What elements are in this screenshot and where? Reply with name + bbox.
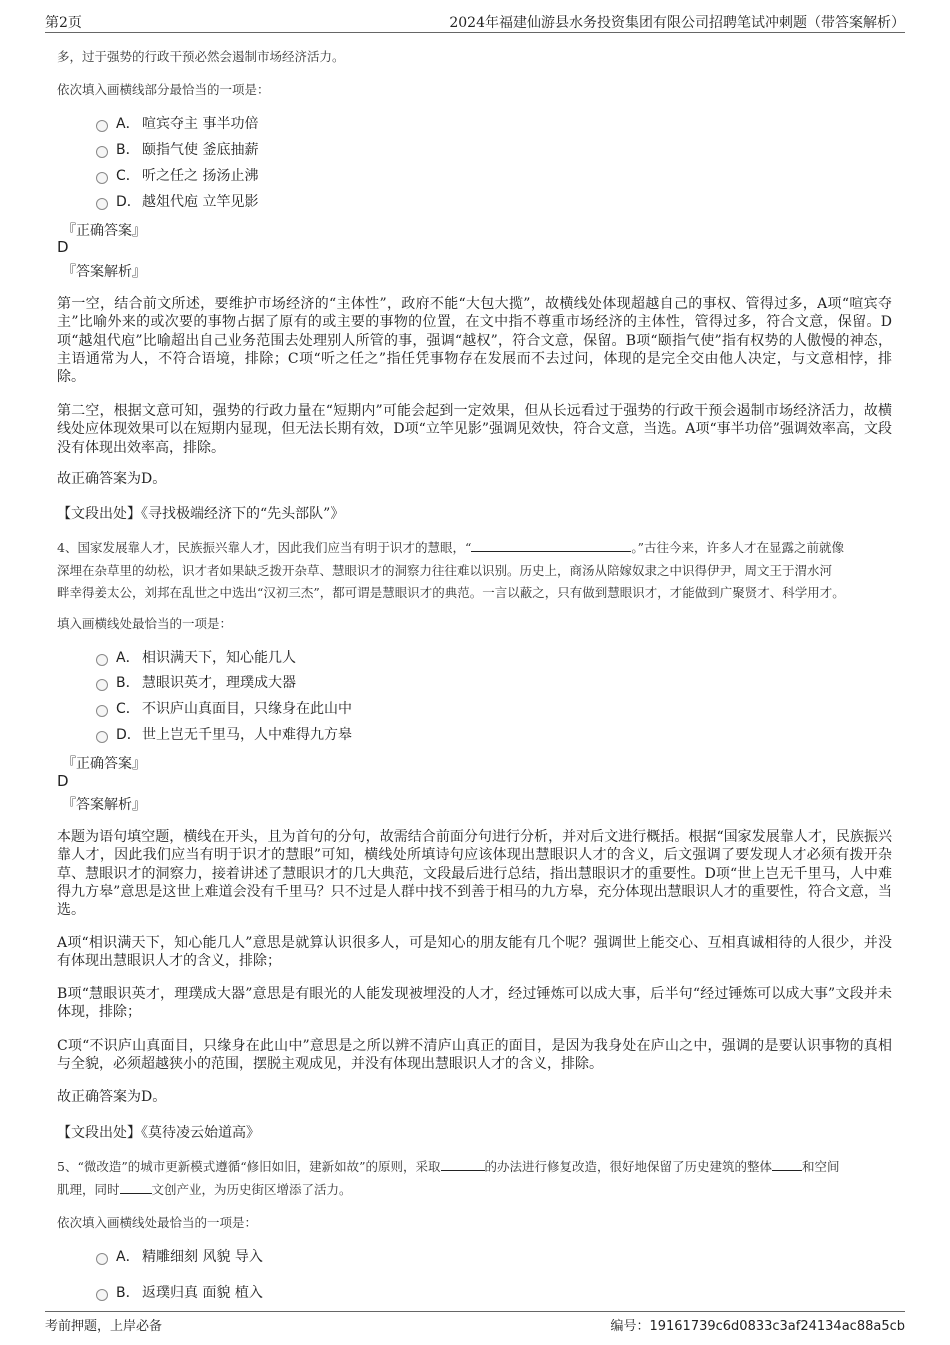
q3-analysis-paragraph: 第二空，根据文意可知，强势的行政力量在“短期内”可能会起到一定效果，但从长远看过于强势的行政干预会遏制市场经济活力，故横线处应体现效果可以在短期内显现，但无法长期有效，D项“立竿见影”强调见效快，符合文意，当选。A项“事半功倍”强调效率高，文段没有体现出效率高，排除。 [57, 403, 892, 456]
q4-option-b[interactable]: B． 慧眼识英才，理璞成大器 [96, 673, 296, 693]
q4-stem-line: 4、国家发展靠人才，民族振兴靠人才，因此我们应当有明于识才的慧眼，“ 。”古往今来，许多人才在显露之前就像 [57, 540, 845, 555]
radio-icon[interactable] [96, 1253, 108, 1265]
q3-option-a[interactable]: A． 喧宾夺主 事半功倍 [96, 114, 258, 134]
q4-answer: D [57, 772, 69, 790]
q5-stem-line: 肌理，同时 文创产业，为历史街区增添了活力。 [57, 1182, 352, 1197]
radio-icon[interactable] [96, 146, 108, 158]
fill-blank [441, 1158, 485, 1171]
q3-stem-tail: 多，过于强势的行政干预必然会遏制市场经济活力。 [57, 49, 345, 64]
footer-slogan: 考前押题，上岸必备 [45, 1319, 163, 1334]
q3-answer: D [57, 238, 69, 256]
q4-stem-line: 深埋在杂草里的幼松，识才者如果缺乏拨开杂草、慧眼识才的洞察力往往难以识别。历史上，商汤从陪嫁奴隶之中识得伊尹，周文王于渭水河 [57, 563, 833, 578]
q3-option-b[interactable]: B． 颐指气使 釜底抽薪 [96, 140, 258, 160]
q3-answer-label: 『正确答案』 [62, 223, 146, 239]
q5-option-a[interactable]: A． 精雕细刻 风貌 导入 [96, 1247, 263, 1267]
radio-icon[interactable] [96, 705, 108, 717]
q4-conclusion: 故正确答案为D。 [57, 1089, 167, 1105]
radio-icon[interactable] [96, 172, 108, 184]
q3-option-c[interactable]: C． 听之任之 扬汤止沸 [96, 166, 258, 186]
q4-option-d[interactable]: D．世上岂无千里马，人中难得九方皋 [96, 725, 352, 745]
q4-analysis-label: 『答案解析』 [62, 797, 146, 813]
q4-analysis-paragraph: 本题为语句填空题，横线在开头，且为首句的分句，故需结合前面分句进行分析，并对后文进行概括。根据“国家发展靠人才，民族振兴靠人才，因此我们应当有明于识才的慧眼”可知，横线处所填诗句应该体现出慧眼识人才的含义，后文强调了要发现人才必须有拨开杂草、慧眼识才的洞察力，接着讲述了慧眼识才的几大典范，文段最后进行总结，指出慧眼识才的重要性。D项“世上岂无千里马，人中难得九方皋”意思是这世上难道会没有千里马？只不过是人群中找不到善于相马的九方皋，充分体现出慧眼识人才的重要性，符合文意，当选。 [57, 829, 892, 919]
radio-icon[interactable] [96, 120, 108, 132]
q4-analysis-paragraph: B项“慧眼识英才，理璞成大器”意思是有眼光的人能发现被埋没的人才，经过锤炼可以成大事，后半句“经过锤炼可以成大事”文段并未体现，排除； [57, 986, 892, 1021]
page-footer [45, 1311, 905, 1335]
q3-option-d[interactable]: D．越俎代庖 立竿见影 [96, 192, 258, 212]
q5-option-b[interactable]: B． 返璞归真 面貌 植入 [96, 1283, 263, 1303]
q4-stem-line: 畔幸得姜太公，刘邦在乱世之中选出“汉初三杰”，都可谓是慧眼识才的典范。一言以蔽之，只有做到慧眼识才，才能做到广聚贤才、科学用才。 [57, 585, 845, 600]
q5-stem-line: 5、“微改造”的城市更新模式遵循“修旧如旧，建新如故”的原则，采取 的办法进行修复改造，很好地保留了历史建筑的整体 和空间 [57, 1159, 840, 1174]
radio-icon[interactable] [96, 1289, 108, 1301]
radio-icon[interactable] [96, 198, 108, 210]
fill-blank [772, 1158, 802, 1171]
q4-answer-label: 『正确答案』 [62, 756, 146, 772]
q3-analysis-paragraph: 第一空，结合前文所述，要维护市场经济的“主体性”，政府不能“大包大揽”，故横线处体现超越自己的事权、管得过多，A项“喧宾夺主”比喻外来的或次要的事物占据了原有的或主要的事物的位置，在文中指不尊重市场经济的主体性，管得过多，符合文意，保留。D项“越俎代庖”比喻超出自己业务范围去处理别人所管的事，强调“越权”，符合文意，保留。B项“颐指气使”指有权势的人傲慢的神态，主语通常为人，不符合语境，排除；C项“听之任之”指任凭事物存在发展而不去过问，体现的是完全交由他人决定，与文意相悖，排除。 [57, 296, 892, 386]
footer-code: 编号：19161739c6d0833c3af24134ac88a5cb [610, 1319, 905, 1334]
q4-prompt: 填入画横线处最恰当的一项是： [57, 616, 233, 631]
q3-conclusion: 故正确答案为D。 [57, 471, 167, 487]
q3-source: 【文段出处】《寻找极端经济下的“先头部队”》 [57, 506, 345, 522]
q4-analysis-paragraph: C项“不识庐山真面目，只缘身在此山中”意思是之所以辨不清庐山真正的面目，是因为我身处在庐山之中，强调的是要认识事物的真相与全貌，必须超越狭小的范围，摆脱主观成见，并没有体现出慧眼识人才的含义，排除。 [57, 1038, 892, 1073]
radio-icon[interactable] [96, 731, 108, 743]
fill-blank [471, 539, 631, 552]
document-title: 2024年福建仙游县水务投资集团有限公司招聘笔试冲刺题（带答案解析） [449, 15, 905, 31]
q5-prompt: 依次填入画横线处最恰当的一项是： [57, 1215, 258, 1230]
q3-prompt: 依次填入画横线部分最恰当的一项是： [57, 82, 270, 97]
fill-blank [120, 1181, 152, 1194]
q3-analysis-label: 『答案解析』 [62, 264, 146, 280]
radio-icon[interactable] [96, 654, 108, 666]
q4-analysis-paragraph: A项“相识满天下，知心能几人”意思是就算认识很多人，可是知心的朋友能有几个呢？强调世上能交心、互相真诚相待的人很少，并没有体现出慧眼识人才的含义，排除； [57, 935, 892, 970]
page-number: 第2页 [45, 15, 82, 31]
q4-option-a[interactable]: A． 相识满天下，知心能几人 [96, 648, 296, 668]
q4-option-c[interactable]: C． 不识庐山真面目，只缘身在此山中 [96, 699, 352, 719]
q4-source: 【文段出处】《莫待凌云始道高》 [57, 1125, 260, 1141]
radio-icon[interactable] [96, 679, 108, 691]
page-header [45, 12, 905, 33]
